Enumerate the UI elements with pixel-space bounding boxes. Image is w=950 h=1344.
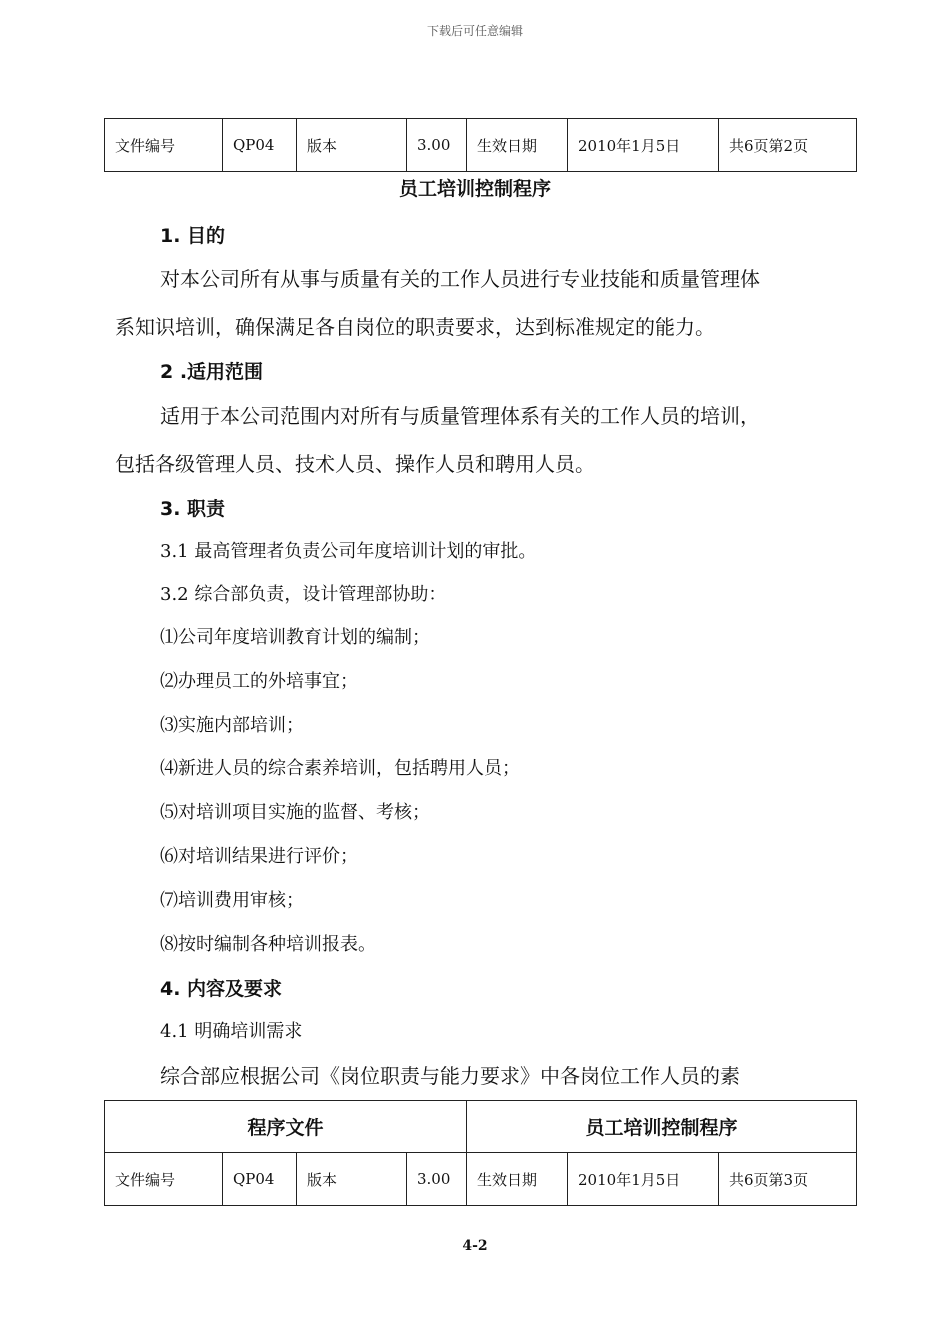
section-4-1: 4.1 明确培训需求 <box>160 1021 303 1042</box>
version-value: 3.00 <box>407 1153 467 1206</box>
list-item: ⑻按时编制各种培训报表。 <box>160 934 376 955</box>
watermark-text: 下载后可任意编辑 <box>426 24 523 38</box>
file-no-label: 文件编号 <box>105 1153 223 1206</box>
version-value: 3.00 <box>407 119 467 172</box>
header-document-title: 员工培训控制程序 <box>467 1101 857 1153</box>
file-no-label: 文件编号 <box>105 119 223 172</box>
effective-date-label: 生效日期 <box>467 119 568 172</box>
section-4-paragraph-line-1: 综合部应根据公司《岗位职责与能力要求》中各岗位工作人员的素 <box>160 1064 740 1088</box>
page-info: 共6页第3页 <box>719 1153 857 1206</box>
file-no-value: QP04 <box>223 1153 297 1206</box>
page-number: 4-2 <box>462 1238 488 1254</box>
list-item: ⑸对培训项目实施的监督、考核； <box>160 802 430 823</box>
list-item: ⑴公司年度培训教育计划的编制； <box>160 627 430 648</box>
section-2-paragraph-line-2: 包括各级管理人员、技术人员、操作人员和聘用人员。 <box>115 452 595 476</box>
list-item: ⑵办理员工的外培事宜； <box>160 671 358 692</box>
effective-date-value: 2010年1月5日 <box>568 119 719 172</box>
version-label: 版本 <box>297 119 407 172</box>
list-item: ⑶实施内部培训； <box>160 715 304 736</box>
document-info-table-bottom <box>104 1100 857 1206</box>
effective-date-value: 2010年1月5日 <box>568 1153 719 1206</box>
section-3-2: 3.2 综合部负责，设计管理部协助： <box>160 584 447 605</box>
file-no-value: QP04 <box>223 119 297 172</box>
page-info: 共6页第2页 <box>719 119 857 172</box>
list-item: ⑹对培训结果进行评价； <box>160 846 358 867</box>
document-info-table-top <box>104 118 857 172</box>
section-1-heading: 1. 目的 <box>160 225 226 247</box>
list-item: ⑷新进人员的综合素养培训，包括聘用人员； <box>160 758 520 779</box>
section-1-paragraph-line-2: 系知识培训，确保满足各自岗位的职责要求，达到标准规定的能力。 <box>115 315 715 339</box>
section-2-heading: 2 .适用范围 <box>160 361 264 383</box>
section-3-1: 3.1 最高管理者负责公司年度培训计划的审批。 <box>160 541 537 562</box>
section-1-paragraph-line-1: 对本公司所有从事与质量有关的工作人员进行专业技能和质量管理体 <box>160 267 760 291</box>
section-3-heading: 3. 职责 <box>160 498 226 520</box>
version-label: 版本 <box>297 1153 407 1206</box>
section-4-heading: 4. 内容及要求 <box>160 978 283 1000</box>
list-item: ⑺培训费用审核； <box>160 890 304 911</box>
header-category: 程序文件 <box>105 1101 467 1153</box>
document-title: 员工培训控制程序 <box>398 178 551 200</box>
section-2-paragraph-line-1: 适用于本公司范围内对所有与质量管理体系有关的工作人员的培训， <box>160 404 760 428</box>
effective-date-label: 生效日期 <box>467 1153 568 1206</box>
